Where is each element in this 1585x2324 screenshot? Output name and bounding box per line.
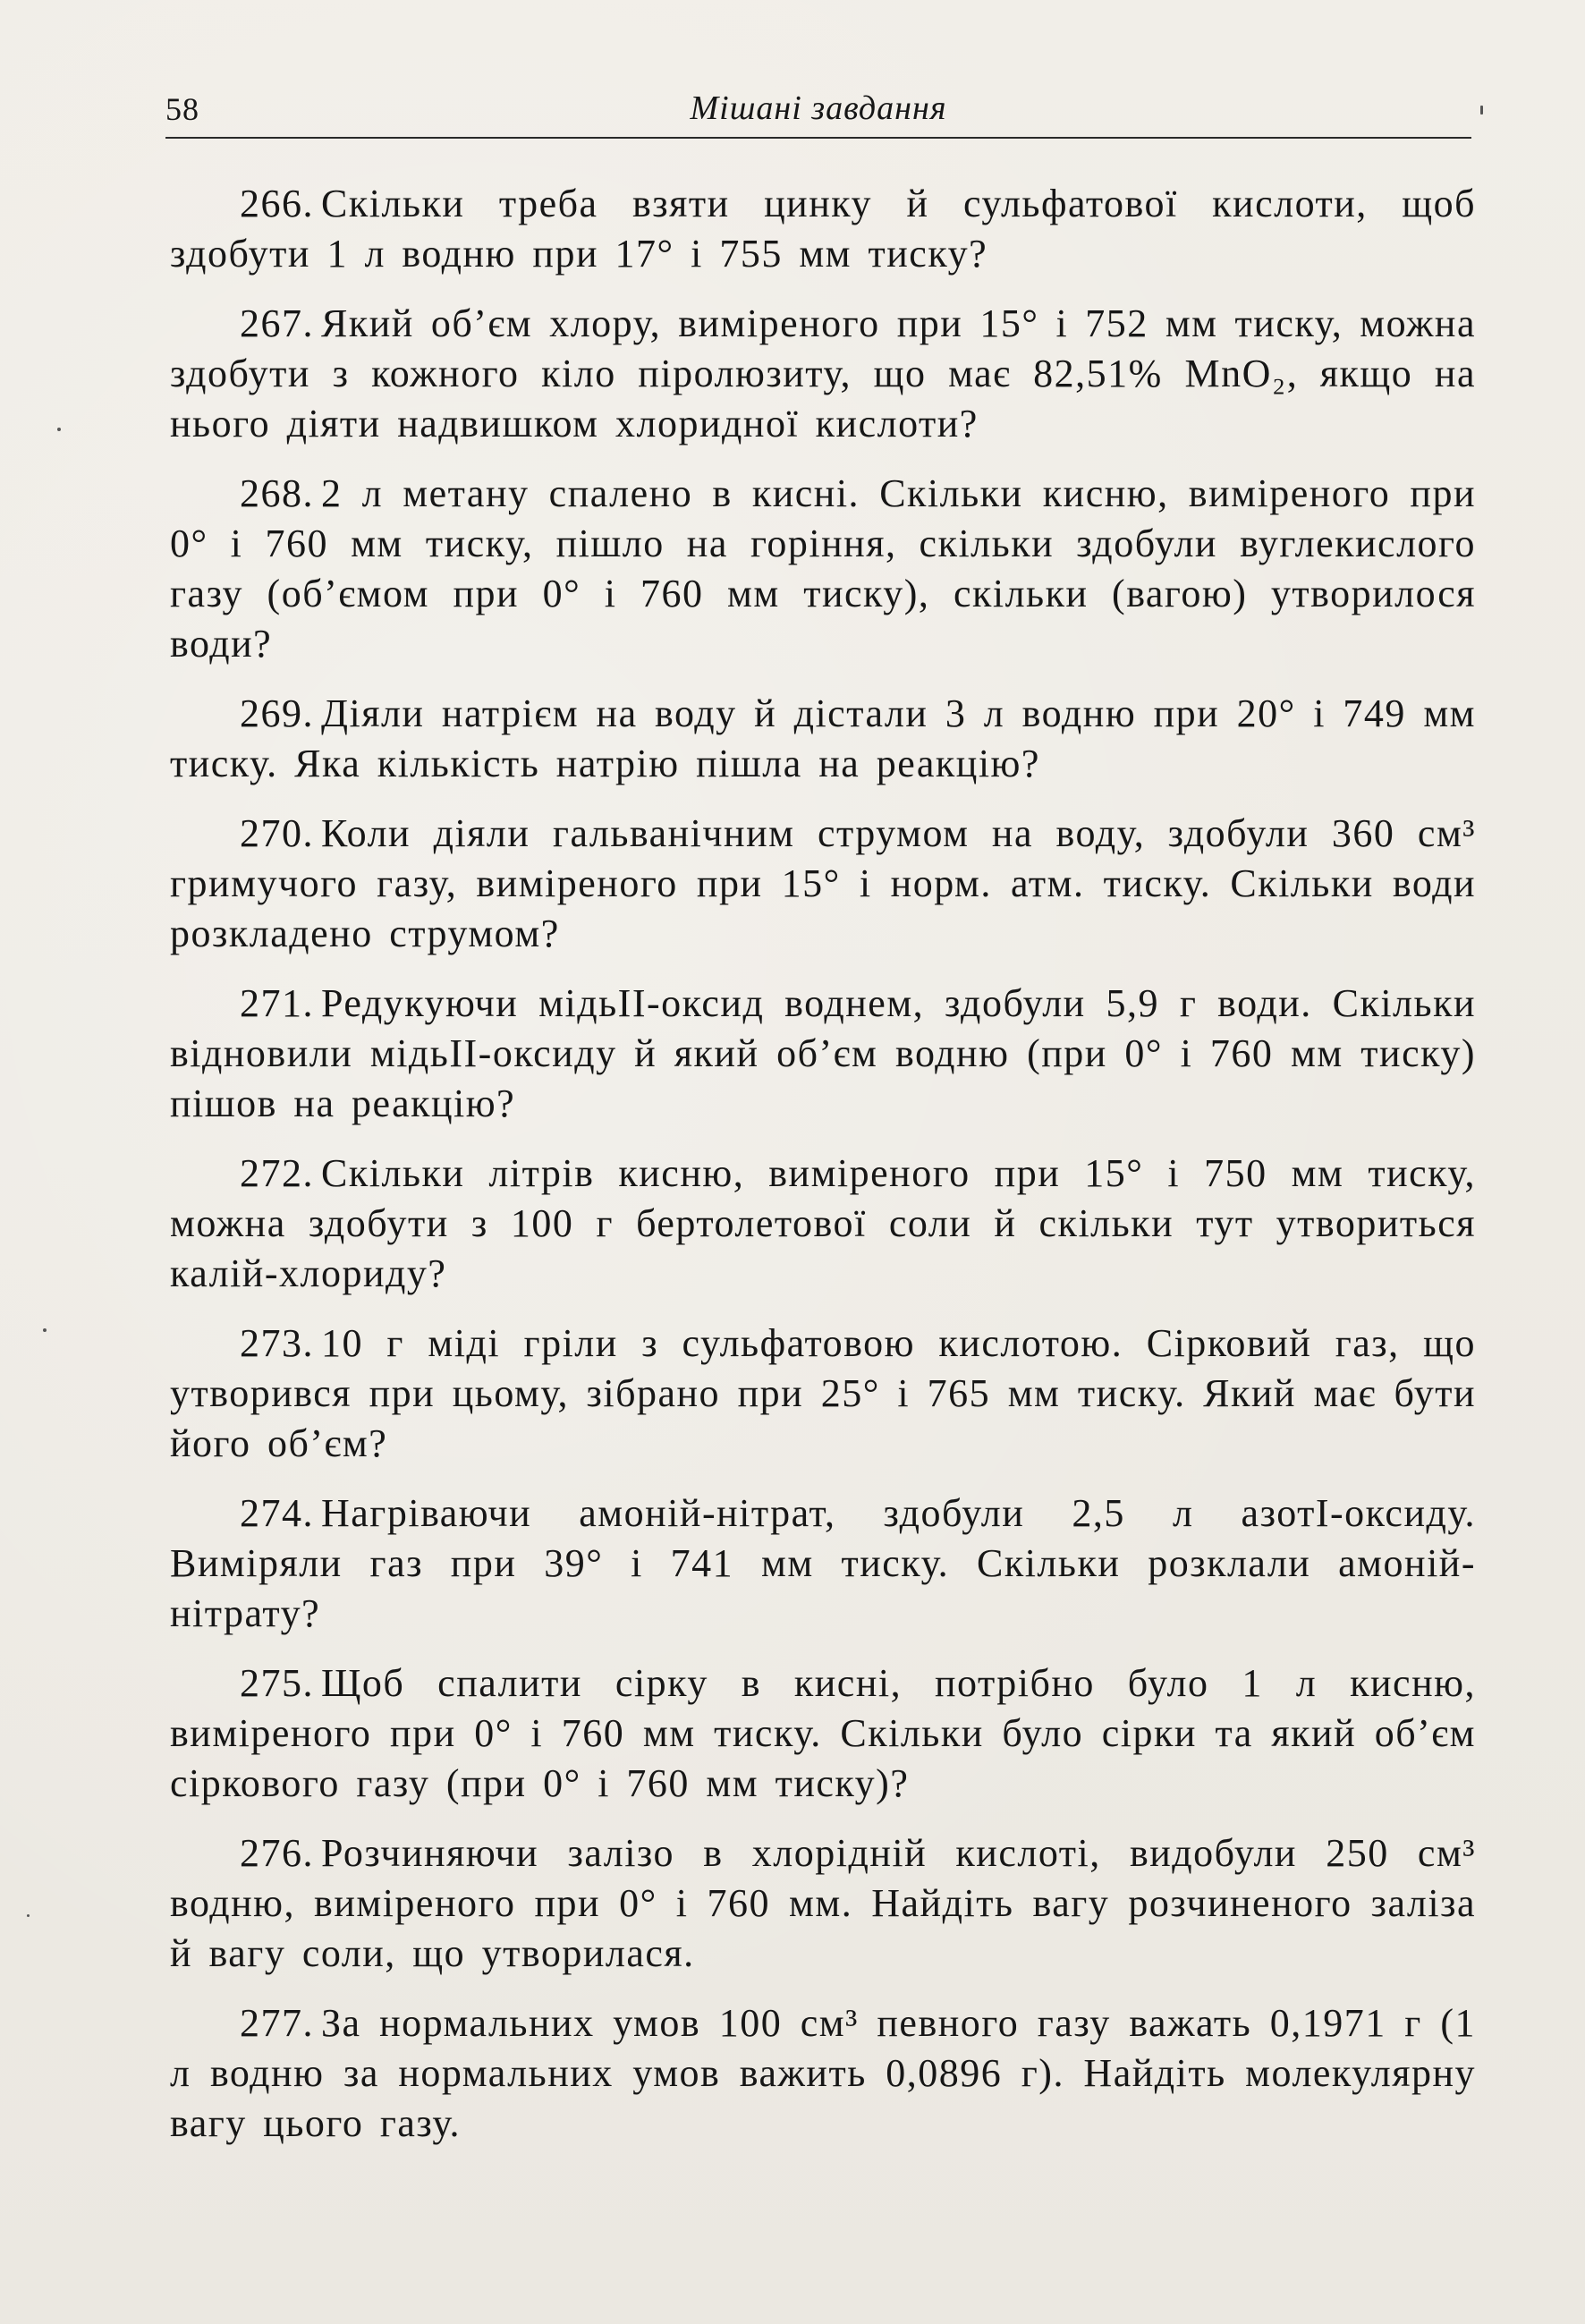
problem-number: 272.	[240, 1151, 314, 1195]
problem-number: 277.	[240, 2001, 314, 2045]
page-number: 58	[165, 91, 199, 127]
problem-274	[170, 1489, 1476, 1639]
problem-number: 274.	[240, 1491, 314, 1535]
problem-268	[170, 469, 1476, 669]
problem-text: Розчиняючи залізо в хлорідній кислоті, видобули 250 см³ водню, виміреного при 0° і 760 мм. Найдіть вагу розчиненого заліза й вагу соли, що утворилася.	[170, 1831, 1476, 1975]
problem-text: Нагріваючи амоній-нітрат, здобули 2,5 л азотI-оксиду. Виміряли газ при 39° і 741 мм тиску. Скільки розклали амоній-нітрату?	[170, 1491, 1476, 1635]
problem-266	[170, 179, 1476, 279]
problem-270	[170, 809, 1476, 959]
problem-list	[170, 179, 1476, 2168]
header-rule	[165, 137, 1471, 139]
problem-number: 271.	[240, 981, 314, 1025]
problem-275	[170, 1658, 1476, 1809]
problem-text: За нормальних умов 100 см³ певного газу важать 0,1971 г (1 л водню за нормальних умов важить 0,0896 г). Найдіть молекулярну вагу цього газу.	[170, 2001, 1476, 2145]
problem-text: Коли діяли гальванічним струмом на воду, здобули 360 см³ гримучого газу, виміреного при 15° і норм. атм. тиску. Скільки води розкладено струмом?	[170, 811, 1476, 955]
problem-number: 270.	[240, 811, 314, 855]
problem-273	[170, 1319, 1476, 1469]
paper-speck	[43, 1328, 47, 1332]
problem-text: 10 г міді гріли з сульфатовою кислотою. Сірковий газ, що утворився при цьому, зібрано при 25° і 765 мм тиску. Який має бути його об’єм?	[170, 1321, 1476, 1465]
problem-276	[170, 1828, 1476, 1979]
problem-text: Діяли натрієм на воду й дістали 3 л водню при 20° і 749 мм тиску. Яка кількість натрію пішла на реакцію?	[170, 691, 1476, 785]
problem-267	[170, 299, 1476, 449]
problem-269	[170, 689, 1476, 789]
problem-text: Скільки літрів кисню, виміреного при 15° і 750 мм тиску, можна здобути з 100 г бертолетової соли й скільки тут утвориться калій-хлориду?	[170, 1151, 1476, 1295]
problem-number: 269.	[240, 691, 314, 735]
problem-text: Щоб спалити сірку в кисні, потрібно було 1 л кисню, виміреного при 0° і 760 мм тиску. Скільки було сірки та який об’єм сіркового газу (при 0° і 760 мм тиску)?	[170, 1661, 1476, 1805]
problem-number: 275.	[240, 1661, 314, 1705]
problem-number: 276.	[240, 1831, 314, 1875]
problem-number: 273.	[240, 1321, 314, 1365]
problem-text: 2 л метану спалено в кисні. Скільки кисню, виміреного при 0° і 760 мм тиску, пішло на горіння, скільки здобули вуглекислого газу (об’ємом при 0° і 760 мм тиску), скільки (вагою) утворилося води?	[170, 471, 1476, 666]
running-title: Мішані завдання	[690, 89, 947, 127]
problem-number: 267.	[240, 301, 314, 345]
problem-text: Який об’єм хлору, виміреного при 15° і 752 мм тиску, можна здобути з кожного кіло піролюзиту, що має 82,51% MnO₂, якщо на нього діяти надвишком хлоридної кислоти?	[170, 301, 1476, 445]
problem-text: Редукуючи мідьII-оксид воднем, здобули 5,9 г води. Скільки відновили мідьII-оксиду й який об’єм водню (при 0° і 760 мм тиску) пішов на реакцію?	[170, 981, 1476, 1125]
page-header	[165, 85, 1471, 139]
problem-277	[170, 1998, 1476, 2149]
problem-number: 268.	[240, 471, 314, 515]
problem-text: Скільки треба взяти цинку й сульфатової кислоти, щоб здобути 1 л водню при 17° і 755 мм тиску?	[170, 182, 1476, 276]
problem-271	[170, 979, 1476, 1129]
paper-speck	[1480, 106, 1483, 115]
paper-speck	[57, 428, 61, 431]
problem-number: 266.	[240, 182, 314, 225]
problem-272	[170, 1149, 1476, 1299]
paper-speck	[27, 1914, 30, 1917]
